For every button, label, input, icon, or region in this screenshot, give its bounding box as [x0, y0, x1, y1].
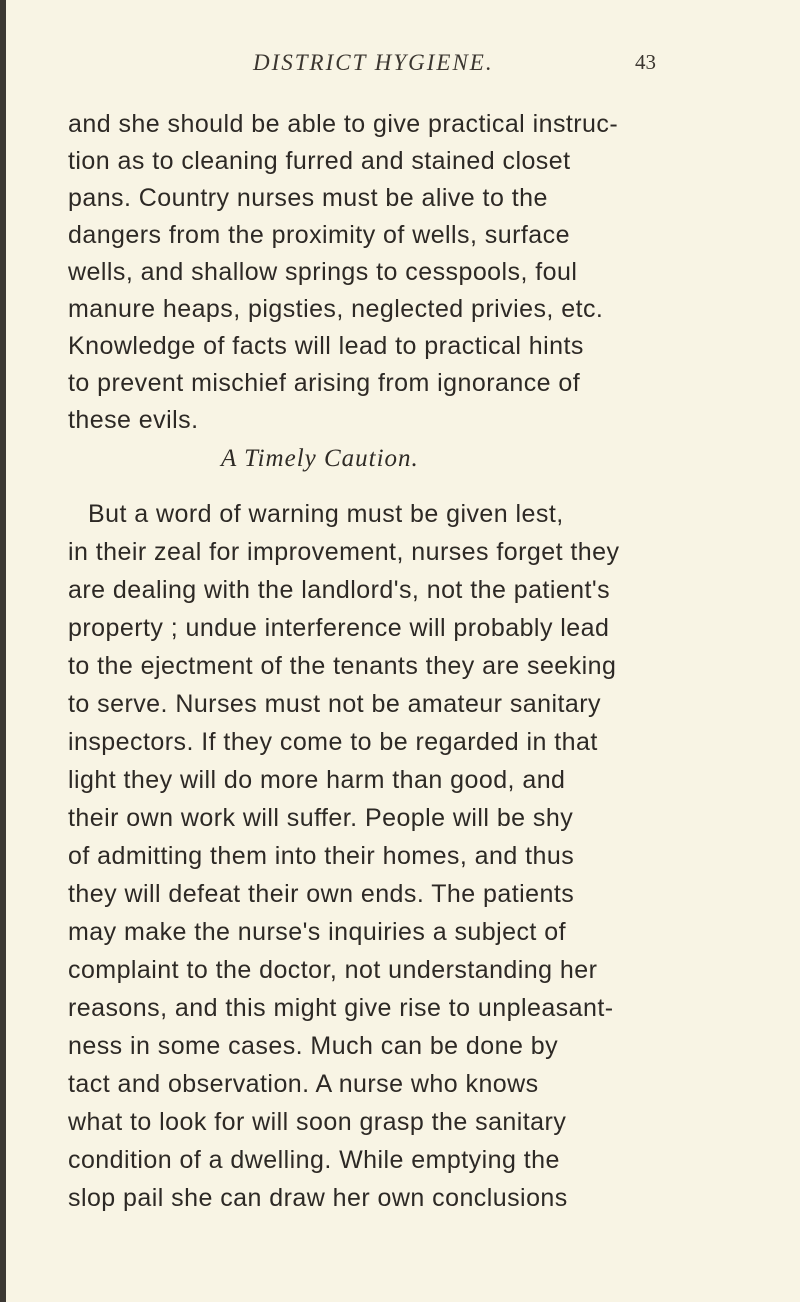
paragraph-2-line: they will defeat their own ends. The patients: [68, 880, 575, 908]
paragraph-2-line: tact and observation. A nurse who knows: [68, 1070, 539, 1098]
page-number: 43: [635, 50, 656, 74]
section-heading: A Timely Caution.: [221, 445, 419, 472]
paragraph-2-line: But a word of warning must be given lest,: [88, 500, 564, 528]
paragraph-1-line: to prevent mischief arising from ignorance of: [68, 369, 581, 397]
paragraph-2-line: in their zeal for improvement, nurses forget they: [68, 538, 620, 566]
paragraph-2-line: inspectors. If they come to be regarded in that: [68, 728, 598, 756]
paragraph-1-line: and she should be able to give practical instruc-: [68, 110, 619, 138]
paragraph-2-line: light they will do more harm than good, and: [68, 766, 566, 794]
paragraph-2-line: what to look for will soon grasp the sanitary: [68, 1108, 567, 1136]
paragraph-1-line: dangers from the proximity of wells, surface: [68, 221, 570, 249]
running-head: DISTRICT HYGIENE.: [253, 50, 494, 75]
paragraph-1-line: these evils.: [68, 406, 199, 434]
paragraph-1-line: Knowledge of facts will lead to practical hints: [68, 332, 584, 360]
page-left-edge: [0, 0, 6, 1302]
paragraph-2-line: complaint to the doctor, not understanding her: [68, 956, 598, 984]
paragraph-2-line: of admitting them into their homes, and thus: [68, 842, 575, 870]
paragraph-2-line: slop pail she can draw her own conclusions: [68, 1184, 568, 1212]
paragraph-2-line: reasons, and this might give rise to unpleasant-: [68, 994, 614, 1022]
paragraph-2-line: their own work will suffer. People will be shy: [68, 804, 574, 832]
paragraph-2-line: may make the nurse's inquiries a subject of: [68, 918, 566, 946]
paragraph-1-line: manure heaps, pigsties, neglected privies, etc.: [68, 295, 604, 323]
paragraph-2-line: are dealing with the landlord's, not the patient's: [68, 576, 611, 604]
paragraph-1-line: tion as to cleaning furred and stained closet: [68, 147, 571, 175]
paragraph-2-line: property ; undue interference will probably lead: [68, 614, 610, 642]
paragraph-2-line: to serve. Nurses must not be amateur sanitary: [68, 690, 601, 718]
paragraph-1-line: pans. Country nurses must be alive to the: [68, 184, 548, 212]
paragraph-2-line: to the ejectment of the tenants they are seeking: [68, 652, 617, 680]
paragraph-2-line: condition of a dwelling. While emptying the: [68, 1146, 560, 1174]
paragraph-2-line: ness in some cases. Much can be done by: [68, 1032, 559, 1060]
paragraph-1-line: wells, and shallow springs to cesspools, foul: [68, 258, 578, 286]
